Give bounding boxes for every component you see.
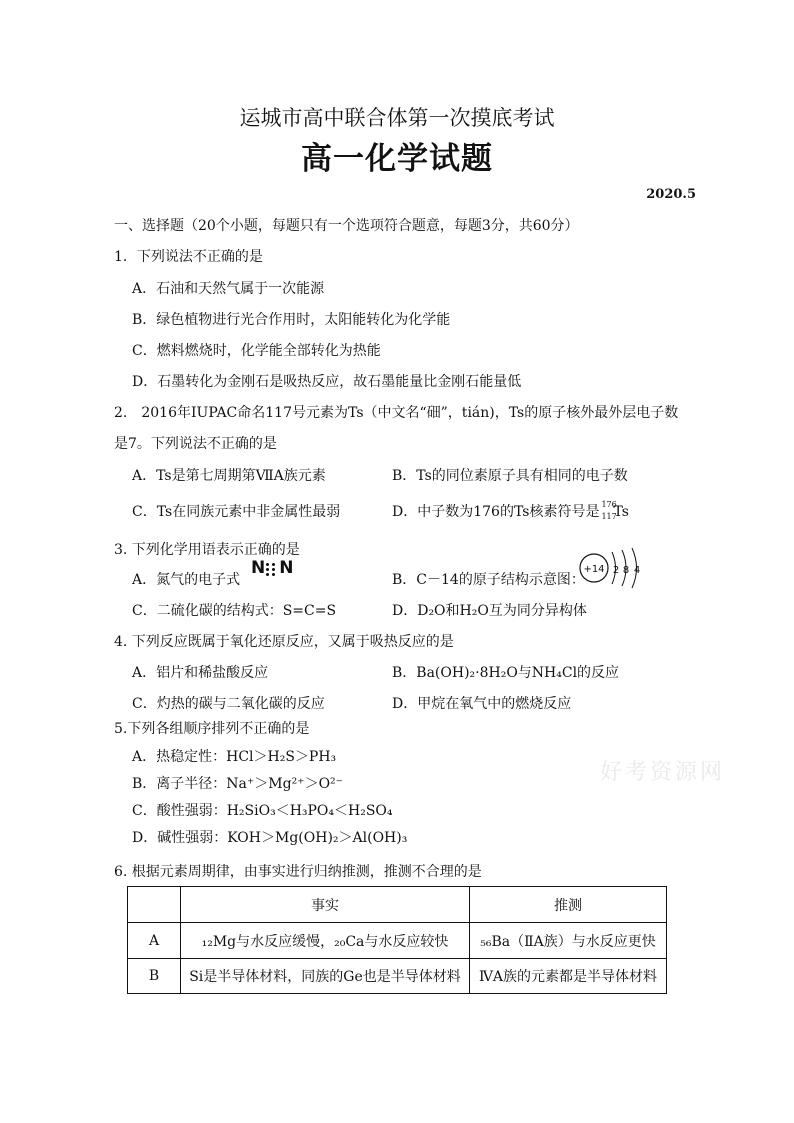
q5-option-b: B．离子半径：Na⁺＞Mg²⁺＞O²⁻ [132, 776, 344, 792]
table-cell-fact: ₁₂Mg与水反应缓慢，₂₀Ca与水反应较快 [181, 923, 470, 959]
q4-stem: 4. 下列反应既属于氧化还原反应，又属于吸热反应的是 [114, 634, 454, 650]
table-row-label: B [128, 959, 181, 994]
nitrogen-electron-formula [251, 560, 293, 577]
watermark: 好考资源网 [600, 760, 726, 785]
q1-option-c: C．燃料燃烧时，化学能全部转化为热能 [132, 343, 381, 359]
q2-stem-line1: 2. 2016年IUPAC命名117号元素为Ts（中文名“鿬”，tián)，Ts的原子核外最外层电子数 [114, 405, 679, 421]
exam-title: 运城市高中联合体第一次摸底考试 [239, 106, 555, 130]
table-row [128, 959, 667, 994]
table-header-guess: 推测 [470, 887, 667, 923]
q2-option-d [392, 500, 629, 521]
table-header-row [128, 887, 667, 923]
q4-option-a: A．铝片和稀盐酸反应 [132, 665, 269, 681]
carbon14-atomic-structure-diagram [578, 545, 646, 591]
q1-option-a: A．石油和天然气属于一次能源 [132, 281, 325, 297]
table-header-blank [128, 887, 181, 923]
q3-option-b: B．C－14的原子结构示意图： [392, 572, 585, 588]
q4-option-c: C．灼热的碳与二氧化碳的反应 [132, 696, 325, 712]
table-row-label: A [128, 923, 181, 959]
q5-stem: 5.下列各组顺序排列不正确的是 [114, 721, 310, 737]
q5-option-a: A．热稳定性：HCl＞H₂S＞PH₃ [132, 749, 337, 765]
shell-1-count: 2 [612, 565, 620, 576]
table-cell-guess: ₅₆Ba（ⅡA族）与水反应更快 [470, 923, 667, 959]
shell-3-count: 4 [633, 565, 641, 576]
q1-stem: 1．下列说法不正确的是 [114, 249, 263, 265]
shared-electron-dots [266, 561, 278, 577]
nuclide-symbol: Ts [613, 504, 629, 520]
q2-option-b: B．Ts的同位素原子具有相同的电子数 [392, 468, 628, 484]
q4-option-b: B．Ba(OH)₂·8H₂O与NH₄Cl的反应 [392, 665, 620, 681]
q3-stem: 3. 下列化学用语表示正确的是 [114, 542, 300, 558]
q2-option-c: C．Ts在同族元素中非金属性最弱 [132, 504, 341, 520]
q3-option-c: C．二硫化碳的结构式：S=C=S [132, 603, 337, 619]
electron-formula-n-left: N [251, 558, 266, 578]
q3-option-a: A．氮气的电子式 [132, 572, 241, 588]
q3-option-d: D．D₂O和H₂O互为同分异构体 [392, 603, 587, 619]
exam-date: 2020.5 [646, 187, 696, 202]
q2-option-d-text: D．中子数为176的Ts核素符号是 [392, 504, 600, 520]
q1-option-d: D．石墨转化为金刚石是吸热反应，故石墨能量比金刚石能量低 [132, 374, 522, 390]
q5-option-d: D．碱性强弱：KOH＞Mg(OH)₂＞Al(OH)₃ [132, 830, 408, 846]
table-row [128, 923, 667, 959]
shell-2-count: 8 [622, 565, 630, 576]
table-cell-fact: Si是半导体材料，同族的Ge也是半导体材料 [181, 959, 470, 994]
q5-option-c: C．酸性强弱：H₂SiO₃＜H₃PO₄＜H₂SO₄ [132, 803, 393, 819]
nucleus-charge-label: +14 [583, 564, 605, 575]
subject-title: 高一化学试题 [301, 141, 493, 177]
nuclide-mass-number: 176 [601, 500, 617, 509]
electron-formula-n-right: N [279, 558, 294, 578]
q1-option-b: B．绿色植物进行光合作用时，太阳能转化为化学能 [132, 312, 451, 328]
q6-table [127, 886, 667, 994]
table-cell-guess: ⅣA族的元素都是半导体材料 [470, 959, 667, 994]
table-header-fact: 事实 [181, 887, 470, 923]
section-heading: 一、选择题（20个小题，每题只有一个选项符合题意，每题3分，共60分） [114, 218, 579, 234]
q2-option-a: A．Ts是第七周期第ⅦA族元素 [132, 468, 326, 484]
nuclide-notation [599, 500, 617, 521]
q6-stem: 6. 根据元素周期律，由事实进行归纳推测，推测不合理的是 [114, 864, 482, 880]
nuclide-atomic-number: 117 [601, 512, 617, 521]
q4-option-d: D．甲烷在氧气中的燃烧反应 [392, 696, 572, 712]
q2-stem-line2: 是7。下列说法不正确的是 [114, 436, 277, 452]
